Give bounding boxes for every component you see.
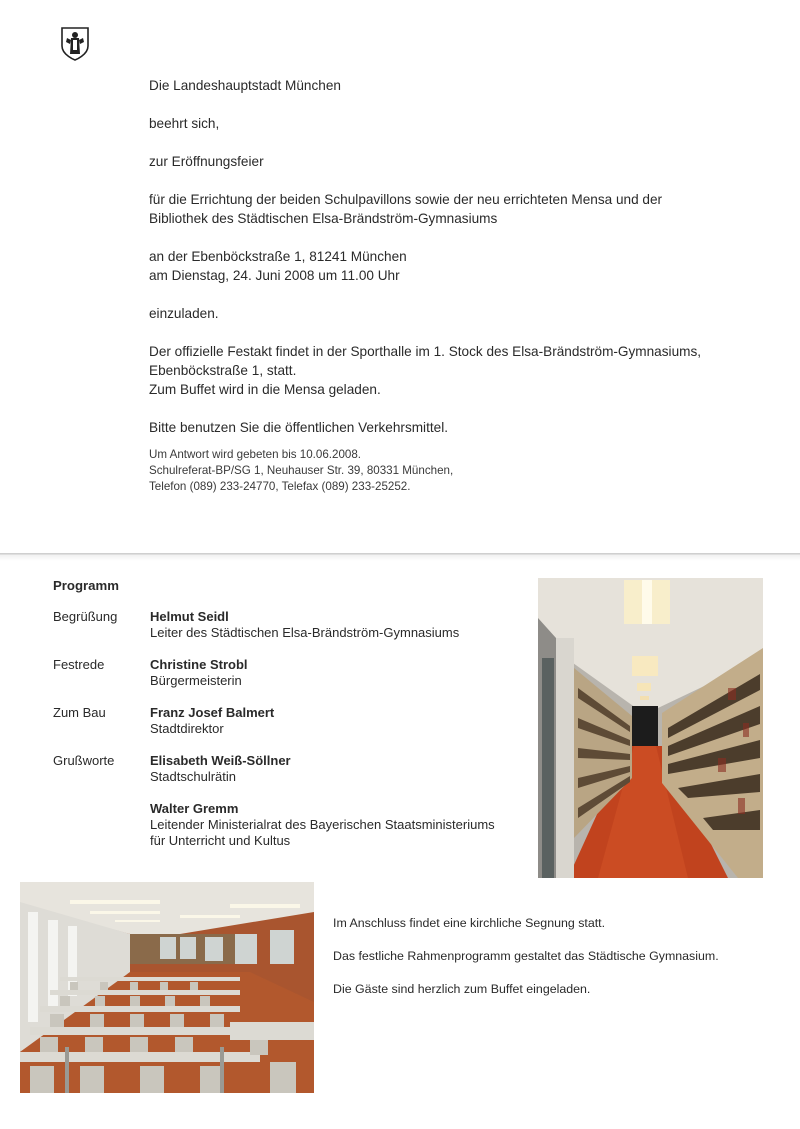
speaker-title: Leiter des Städtischen Elsa-Brändström-Gymnasiums [150,625,460,640]
program-item [53,657,523,705]
letter-line: beehrt sich, [149,116,220,131]
cafeteria-photo [20,882,314,1093]
speaker-title: Stadtdirektor [150,721,224,736]
program-person [150,705,274,737]
program-person [150,753,291,785]
speaker-title: Stadtschulrätin [150,769,236,784]
letter-line: am Dienstag, 24. Juni 2008 um 11.00 Uhr [149,268,400,283]
letter-line: für die Errichtung der beiden Schulpavillons sowie der neu errichteten Mensa und der [149,192,663,207]
program-role: Grußworte [53,753,115,768]
rsvp-line: Telefon (089) 233-24770, Telefax (089) 233-25252. [149,480,411,493]
speaker-title: für Unterricht und Kultus [150,833,291,848]
program-item [53,801,523,865]
program-role: Zum Bau [53,705,106,720]
letter-line: Der offizielle Festakt findet in der Sporthalle im 1. Stock des Elsa-Brändström-Gymnasiums, [149,344,702,359]
munich-crest-icon [60,26,90,62]
closing-line: Im Anschluss findet eine kirchliche Segnung statt. [333,916,606,930]
speaker-name: Franz Josef Balmert [150,705,275,720]
closing-notes [333,915,773,1014]
speaker-name: Christine Strobl [150,657,248,672]
letter-line: Bibliothek des Städtischen Elsa-Brändström-Gymnasiums [149,211,498,226]
letter-line: Bitte benutzen Sie die öffentlichen Verkehrsmittel. [149,420,448,435]
program-person [150,801,495,849]
program-item [53,753,523,801]
program-title: Programm [53,578,119,593]
library-photo [538,578,763,878]
program-role: Begrüßung [53,609,118,624]
letter-line: an der Ebenböckstraße 1, 81241 München [149,249,407,264]
program-item [53,705,523,753]
speaker-title: Leitender Ministerialrat des Bayerischen Staatsministeriums [150,817,495,832]
speaker-title: Bürgermeisterin [150,673,242,688]
program-role: Festrede [53,657,105,672]
rsvp-line: Um Antwort wird gebeten bis 10.06.2008. [149,448,362,461]
closing-line: Das festliche Rahmenprogramm gestaltet das Städtische Gymnasium. [333,949,719,963]
letter-line: Zum Buffet wird in die Mensa geladen. [149,382,381,397]
closing-line: Die Gäste sind herzlich zum Buffet eingeladen. [333,982,591,996]
fold-shadow [0,555,800,561]
program-person [150,657,248,689]
letter-line: Die Landeshauptstadt München [149,78,341,93]
letter-line: einzuladen. [149,306,219,321]
speaker-name: Elisabeth Weiß-Söllner [150,753,291,768]
speaker-name: Walter Gremm [150,801,239,816]
program-person [150,609,459,641]
letter-line: zur Eröffnungsfeier [149,154,264,169]
invitation-letter [149,76,769,495]
program-item [53,609,523,657]
program-list [53,609,523,865]
rsvp-line: Schulreferat-BP/SG 1, Neuhauser Str. 39, 80331 München, [149,464,454,477]
letter-line: Ebenböckstraße 1, statt. [149,363,297,378]
speaker-name: Helmut Seidl [150,609,229,624]
